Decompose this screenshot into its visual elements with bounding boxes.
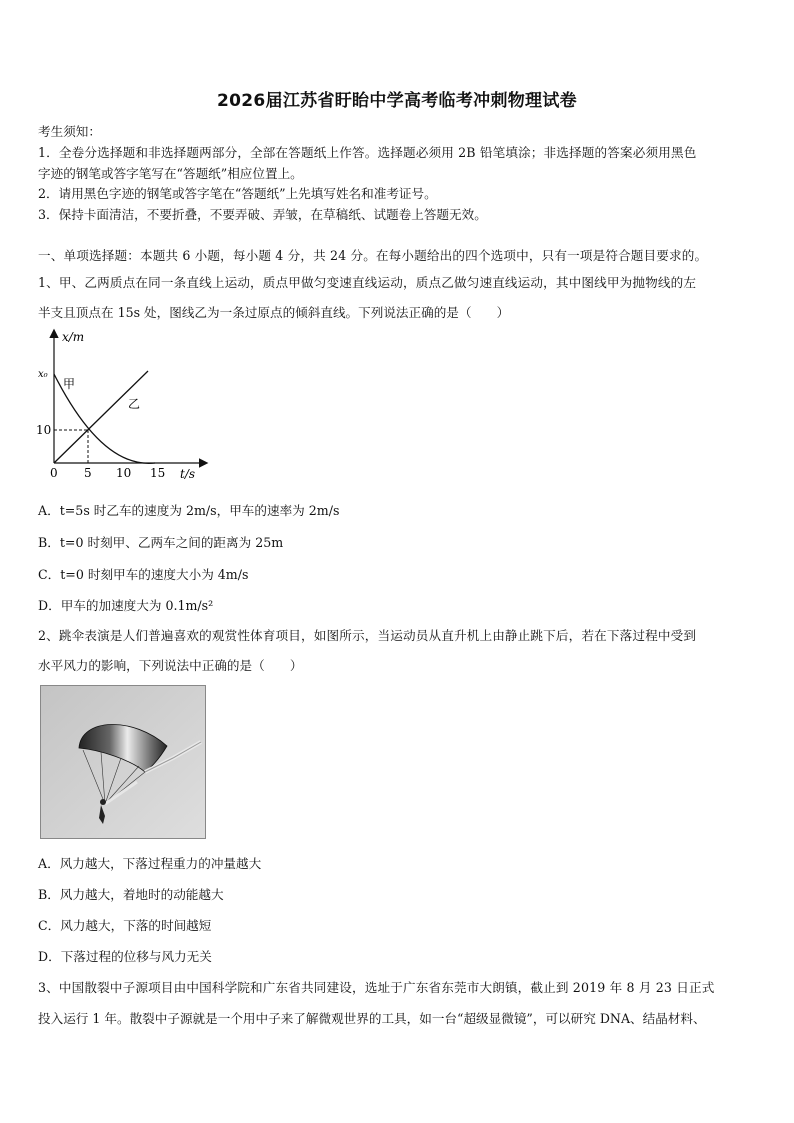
- notice-item-1: 1．全卷分选择题和非选择题两部分，全部在答题纸上作答。选择题必须用 2B 铅笔填涂；非选择题的答案必须用黑色: [38, 145, 697, 160]
- notice-heading: 考生须知：: [38, 124, 101, 139]
- parachute-photo: [40, 685, 206, 839]
- y-axis-label: x/m: [62, 330, 85, 344]
- notice-item-3: 3．保持卡面清洁，不要折叠，不要弄破、弄皱，在草稿纸、试题卷上答题无效。: [38, 207, 487, 222]
- q1-option-a: A．t=5s 时乙车的速度为 2m/s，甲车的速率为 2m/s: [38, 503, 340, 518]
- q2-option-b: B．风力越大，着地时的动能越大: [38, 887, 224, 902]
- x-tick-10: 10: [116, 466, 132, 480]
- q1-option-d: D．甲车的加速度大为 0.1m/s²: [38, 598, 214, 613]
- notice-item-2: 2．请用黑色字迹的钢笔或答字笔在“答题纸”上先填写姓名和准考证号。: [38, 186, 437, 201]
- q1-option-b: B．t=0 时刻甲、乙两车之间的距离为 25m: [38, 535, 284, 550]
- q2-stem-line1: 2、跳伞表演是人们普遍喜欢的观赏性体育项目，如图所示，当运动员从直升机上由静止跳下后，若在下落过程中受到: [38, 628, 697, 643]
- q1-stem-line1: 1、甲、乙两质点在同一条直线上运动，质点甲做匀变速直线运动，质点乙做匀速直线运动，其中图线甲为抛物线的左: [38, 275, 697, 290]
- x0-label: x₀: [38, 369, 48, 380]
- q3-stem-line2: 投入运行 1 年。散裂中子源就是一个用中子来了解微观世界的工具，如一台“超级显微镜”，可以研究 DNA、结晶材料、: [38, 1011, 706, 1026]
- q2-stem-line2: 水平风力的影响，下列说法中正确的是（ ）: [38, 658, 303, 673]
- section-heading: 一、单项选择题：本题共 6 小题，每小题 4 分，共 24 分。在每小题给出的四个选项中，只有一项是符合题目要求的。: [38, 248, 708, 263]
- q1-stem-line2: 半支且顶点在 15s 处，图线乙为一条过原点的倾斜直线。下列说法正确的是（ ）: [38, 305, 510, 320]
- x-tick-0: 0: [50, 466, 58, 480]
- q2-option-a: A．风力越大，下落过程重力的冲量越大: [38, 856, 262, 871]
- notice-item-1-cont: 字迹的钢笔或答字笔写在“答题纸”相应位置上。: [38, 166, 303, 181]
- x-tick-15: 15: [150, 466, 166, 480]
- q1-xt-graph: [30, 325, 220, 485]
- parachute-illustration: [41, 686, 205, 838]
- curve-jia-label: 甲: [63, 377, 76, 391]
- x-axis-label: t/s: [180, 467, 196, 481]
- q2-option-c: C．风力越大，下落的时间越短: [38, 918, 212, 933]
- y-tick-10: 10: [36, 423, 52, 437]
- page-title: 2026届江苏省盱眙中学高考临考冲刺物理试卷: [217, 91, 577, 111]
- q1-option-c: C．t=0 时刻甲车的速度大小为 4m/s: [38, 567, 249, 582]
- q2-option-d: D．下落过程的位移与风力无关: [38, 949, 212, 964]
- q3-stem-line1: 3、中国散裂中子源项目由中国科学院和广东省共同建设，选址于广东省东莞市大朗镇，截止到 2019 年 8 月 23 日正式: [38, 980, 715, 995]
- line-yi-label: 乙: [128, 397, 141, 411]
- x-tick-5: 5: [84, 466, 92, 480]
